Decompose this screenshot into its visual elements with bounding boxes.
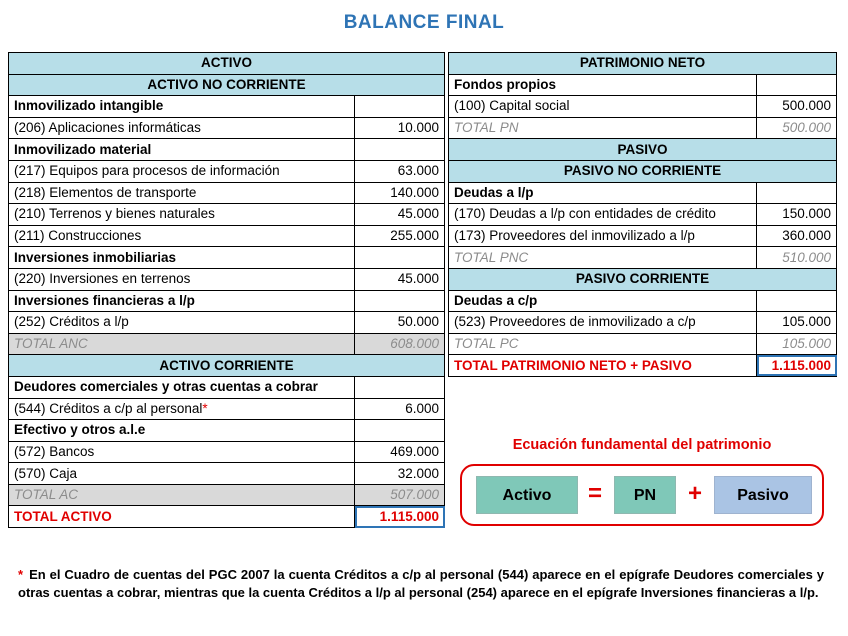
account-value: 150.000 [757,204,837,226]
asterisk-mark: * [202,400,208,416]
account-value: 10.000 [355,117,445,139]
table-row [9,333,445,355]
footnote-asterisk: * [18,567,24,582]
table-row [449,117,837,139]
total-anc-value: 608.000 [355,333,445,355]
account-value: 105.000 [757,312,837,334]
table-row [449,355,837,377]
table-row [449,204,837,226]
table-row [9,268,445,290]
table-row [449,160,837,182]
section-label: Inversiones financieras a l/p [9,290,355,312]
table-row [9,117,445,139]
total-pn-pasivo-label: TOTAL PATRIMONIO NETO + PASIVO [449,355,757,377]
account-value: 500.000 [757,96,837,118]
account-value: 255.000 [355,225,445,247]
account-label: (217) Equipos para procesos de información [9,160,355,182]
table-row [9,290,445,312]
pasivo-table [448,52,837,377]
account-label-text: (544) Créditos a c/p al personal [14,400,203,416]
table-row [9,96,445,118]
account-value: 50.000 [355,312,445,334]
total-pc-value: 105.000 [757,333,837,355]
account-label: (170) Deudas a l/p con entidades de crédito [449,204,757,226]
total-ac-value: 507.000 [355,484,445,506]
total-pn-pasivo-value: 1.115.000 [757,355,837,377]
section-label: Efectivo y otros a.l.e [9,420,355,442]
table-row [449,290,837,312]
table-row [9,225,445,247]
account-value: 469.000 [355,441,445,463]
table-row [9,484,445,506]
footnote [18,566,824,602]
table-row [449,182,837,204]
page-title: BALANCE FINAL [343,12,505,33]
total-pn-value: 500.000 [757,117,837,139]
table-row [9,139,445,161]
account-value: 140.000 [355,182,445,204]
account-value: 45.000 [355,268,445,290]
account-value: 6.000 [355,398,445,420]
account-value: 45.000 [355,204,445,226]
section-label: Inmovilizado intangible [9,96,355,118]
equation-title: Ecuación fundamental del patrimonio [512,437,772,453]
total-pnc-label: TOTAL PNC [449,247,757,269]
account-value: 63.000 [355,160,445,182]
section-label: Deudas a l/p [449,182,757,204]
pc-header: PASIVO CORRIENTE [449,268,837,290]
table-row [9,247,445,269]
table-row [9,463,445,485]
table-row [9,74,445,96]
section-label: Deudores comerciales y otras cuentas a cobrar [9,376,355,398]
table-row [9,182,445,204]
section-label: Deudas a c/p [449,290,757,312]
pn-header: PATRIMONIO NETO [449,53,837,75]
equation-box [460,464,824,526]
anc-header: ACTIVO NO CORRIENTE [9,74,445,96]
total-activo-label: TOTAL ACTIVO [9,506,355,528]
total-pc-label: TOTAL PC [449,333,757,355]
account-value: 360.000 [757,225,837,247]
table-row [449,139,837,161]
account-label: (211) Construcciones [9,225,355,247]
equation-pasivo: Pasivo [714,476,812,514]
table-row [9,355,445,377]
table-row [9,53,445,75]
account-label: (218) Elementos de transporte [9,182,355,204]
total-pnc-value: 510.000 [757,247,837,269]
account-label: (220) Inversiones en terrenos [9,268,355,290]
table-row [9,420,445,442]
table-row [9,506,445,528]
account-label: (252) Créditos a l/p [9,312,355,334]
account-label: (210) Terrenos y bienes naturales [9,204,355,226]
table-row [449,74,837,96]
table-row [9,160,445,182]
total-anc-label: TOTAL ANC [9,333,355,355]
total-ac-label: TOTAL AC [9,484,355,506]
equation-activo: Activo [476,476,578,514]
table-row [449,333,837,355]
equation-pn: PN [614,476,676,514]
account-label: (100) Capital social [449,96,757,118]
section-label: Inmovilizado material [9,139,355,161]
total-activo-value: 1.115.000 [355,506,445,528]
pasivo-header: PASIVO [449,139,837,161]
equals-sign: = [587,480,602,507]
footnote-text: En el Cuadro de cuentas del PGC 2007 la cuenta Créditos a c/p al personal (544) aparece en el epígrafe Deudores comerciales y otras cuentas a cobrar, mientras que la cuenta Créditos a l/p al personal (254) aparece en el epígrafe Inversiones financieras a l/p. [18,567,824,600]
table-row [9,312,445,334]
account-label: (570) Caja [9,463,355,485]
table-row [9,441,445,463]
table-row [449,53,837,75]
activo-header: ACTIVO [9,53,445,75]
plus-sign: + [687,480,702,507]
account-label: (173) Proveedores del inmovilizado a l/p [449,225,757,247]
table-row [449,268,837,290]
table-row [9,204,445,226]
section-label: Inversiones inmobiliarias [9,247,355,269]
account-label: (523) Proveedores de inmovilizado a c/p [449,312,757,334]
table-row [449,96,837,118]
account-label: (572) Bancos [9,441,355,463]
ac-header: ACTIVO CORRIENTE [9,355,445,377]
section-label: Fondos propios [449,74,757,96]
table-row [449,312,837,334]
account-value: 32.000 [355,463,445,485]
account-label [9,398,355,420]
table-row [449,225,837,247]
activo-table [8,52,445,528]
total-pn-label: TOTAL PN [449,117,757,139]
pnc-header: PASIVO NO CORRIENTE [449,160,837,182]
table-row [9,376,445,398]
table-row [449,247,837,269]
table-row [9,398,445,420]
account-label: (206) Aplicaciones informáticas [9,117,355,139]
